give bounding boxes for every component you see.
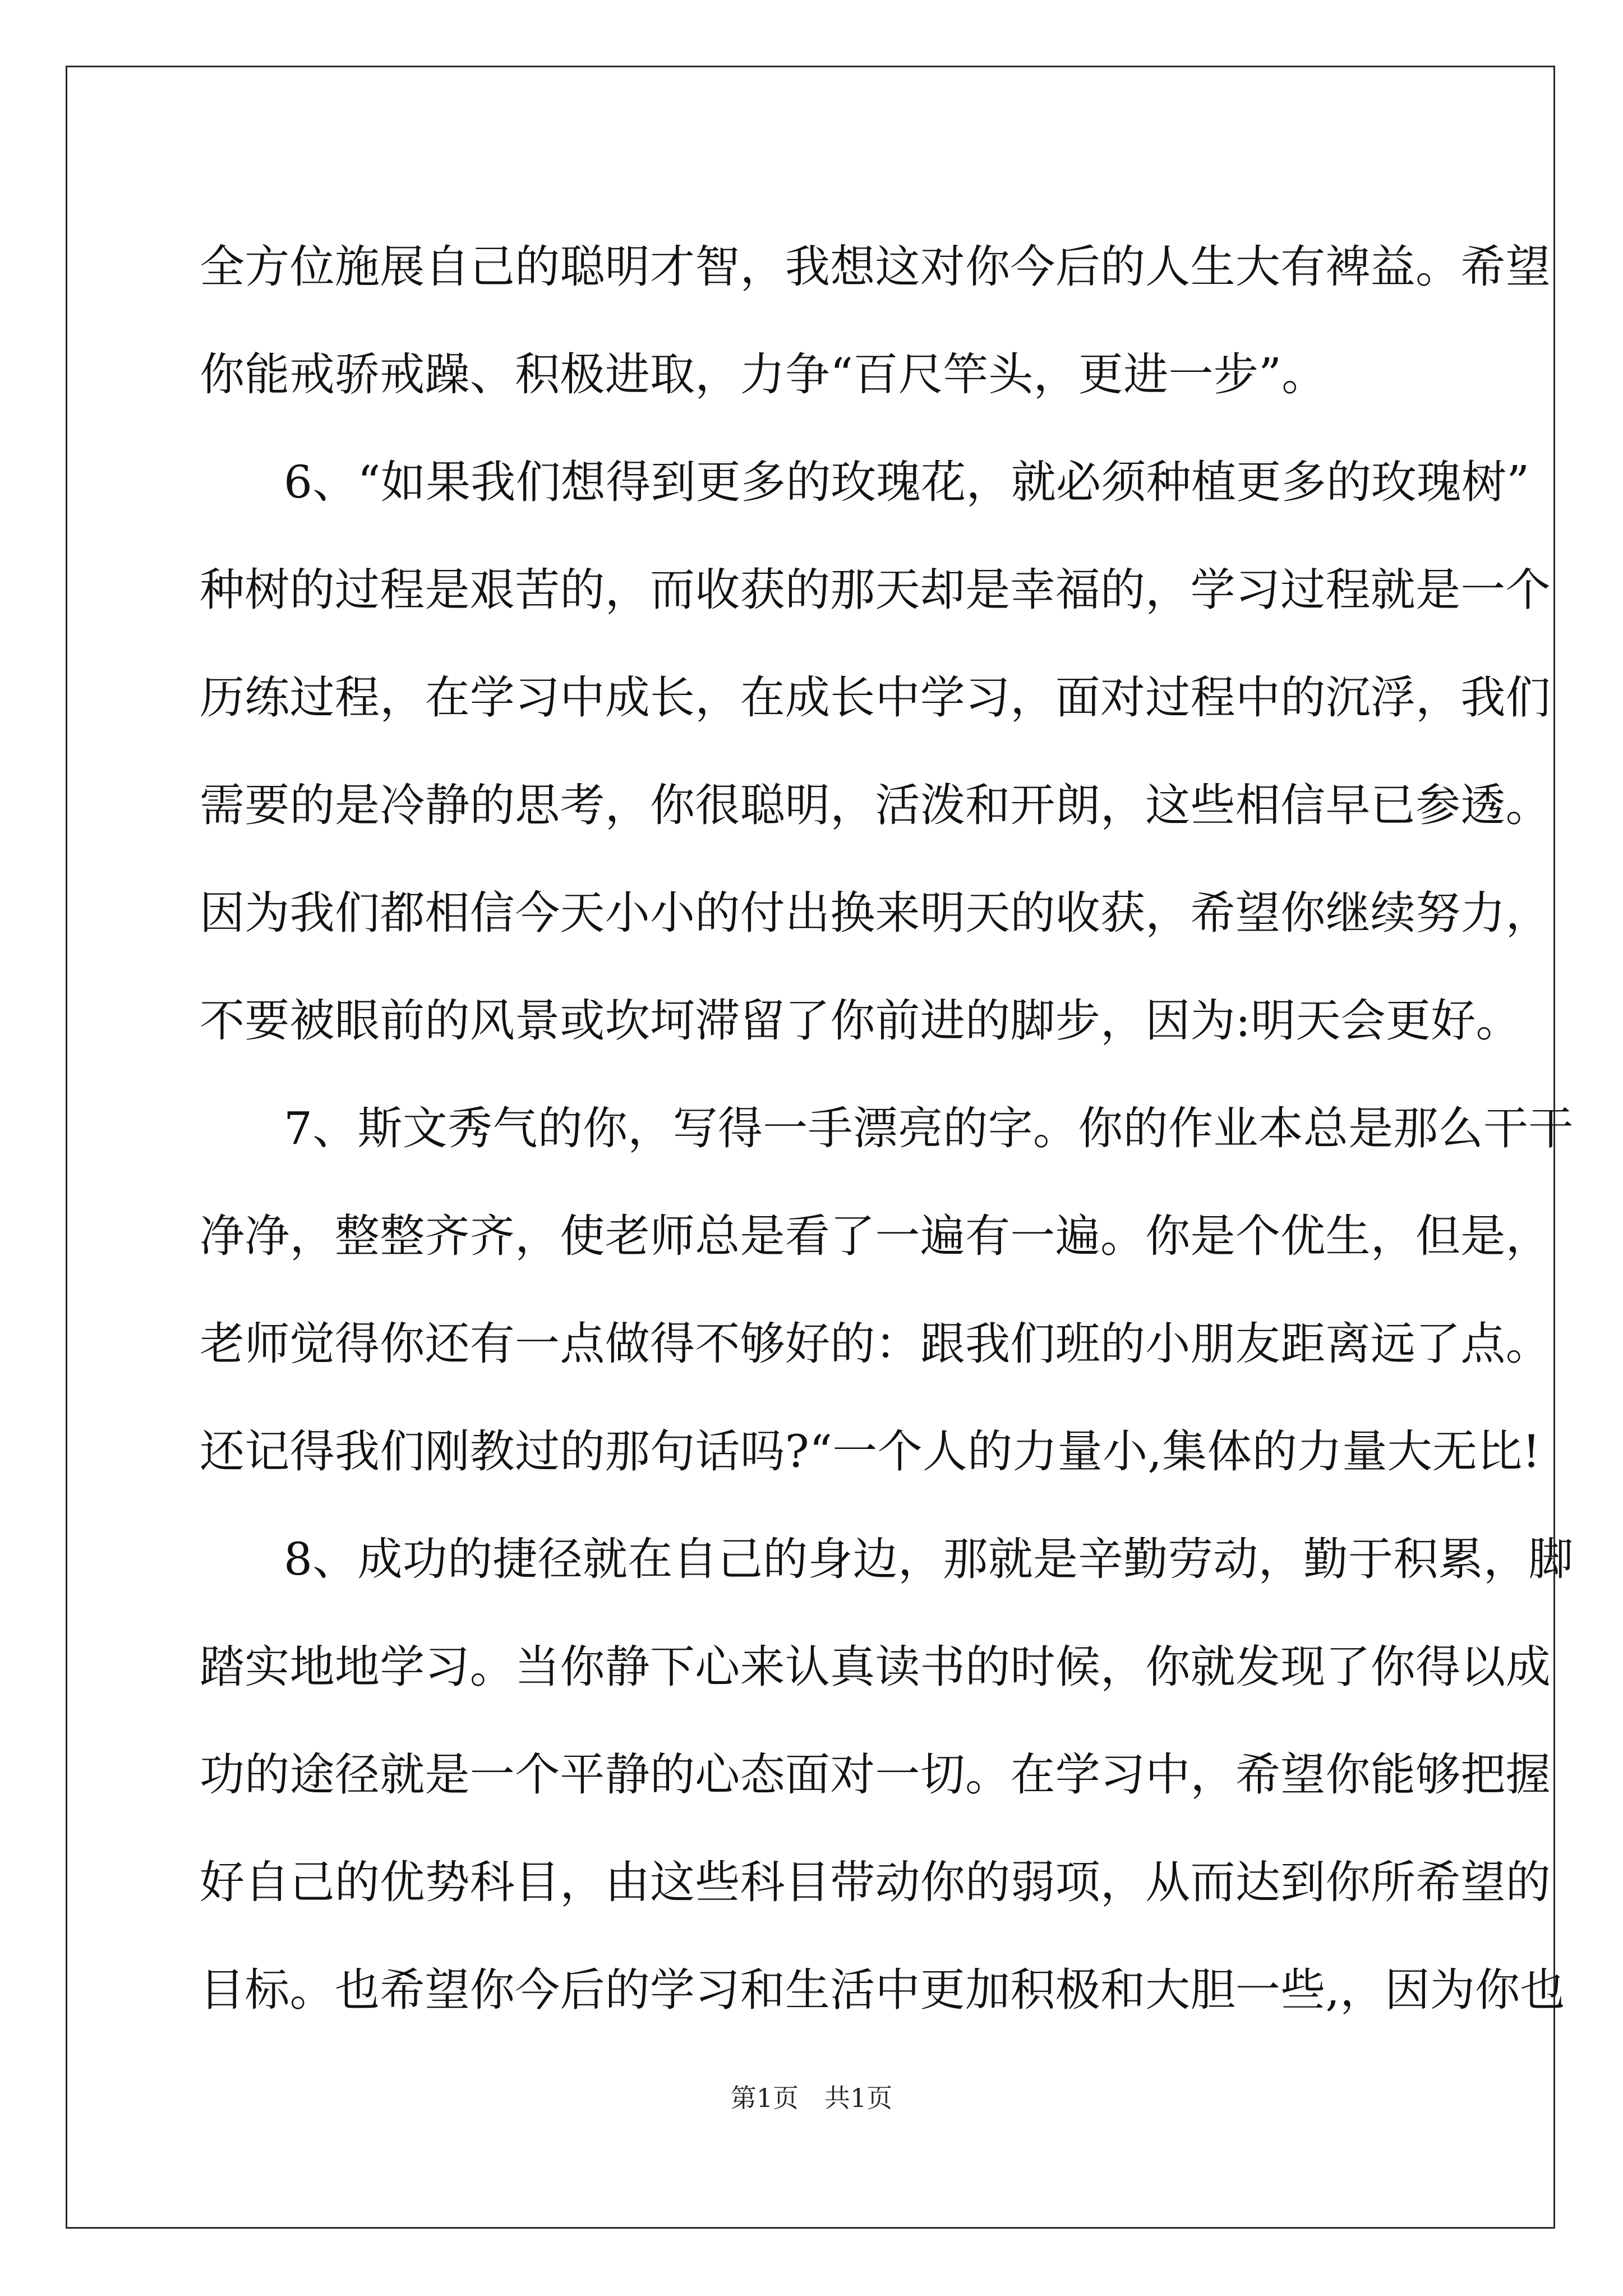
text-line: 踏实地地学习。当你静下心来认真读书的时候，你就发现了你得以成 xyxy=(200,1641,1551,1693)
text-line: 目标。也希望你今后的学习和生活中更加积极和大胆一些,，因为你也 xyxy=(200,1964,1565,2016)
text-line: 因为我们都相信今天小小的付出换来明天的收获，希望你继续努力， xyxy=(200,887,1551,939)
text-line: 历练过程，在学习中成长，在成长中学习，面对过程中的沉浮，我们 xyxy=(200,671,1551,724)
paragraph-start-line: 7、斯文秀气的你，写得一手漂亮的字。你的作业本总是那么干干 xyxy=(284,1102,1574,1154)
paragraph-start-line: 6、“如果我们想得到更多的玫瑰花，就必须种植更多的玫瑰树” xyxy=(284,456,1530,508)
document-body xyxy=(200,213,1574,2044)
text-line: 功的途径就是一个平静的心态面对一切。在学习中，希望你能够把握 xyxy=(200,1749,1551,1801)
page-number-footer: 第1页 共1页 xyxy=(730,2083,893,2113)
text-line: 好自己的优势科目，由这些科目带动你的弱项，从而达到你所希望的 xyxy=(200,1856,1551,1908)
text-line: 你能戒骄戒躁、积极进取，力争“百尺竿头，更进一步”。 xyxy=(200,348,1327,401)
text-line: 需要的是冷静的思考，你很聪明，活泼和开朗，这些相信早已参透。 xyxy=(200,779,1551,831)
text-line: 老师觉得你还有一点做得不够好的：跟我们班的小朋友距离远了点。 xyxy=(200,1318,1551,1370)
text-line: 不要被眼前的风景或坎坷滞留了你前进的脚步，因为:明天会更好。 xyxy=(200,995,1521,1047)
text-line: 还记得我们刚教过的那句话吗?“一个人的力量小,集体的力量大无比! xyxy=(200,1425,1541,1478)
text-line: 种树的过程是艰苦的，而收获的那天却是幸福的，学习过程就是一个 xyxy=(200,564,1551,616)
text-line: 净净，整整齐齐，使老师总是看了一遍有一遍。你是个优生，但是， xyxy=(200,1210,1551,1262)
text-line: 全方位施展自己的聪明才智，我想这对你今后的人生大有裨益。希望 xyxy=(200,241,1551,293)
paragraph-start-line: 8、成功的捷径就在自己的身边，那就是辛勤劳动，勤于积累，脚 xyxy=(284,1533,1574,1585)
